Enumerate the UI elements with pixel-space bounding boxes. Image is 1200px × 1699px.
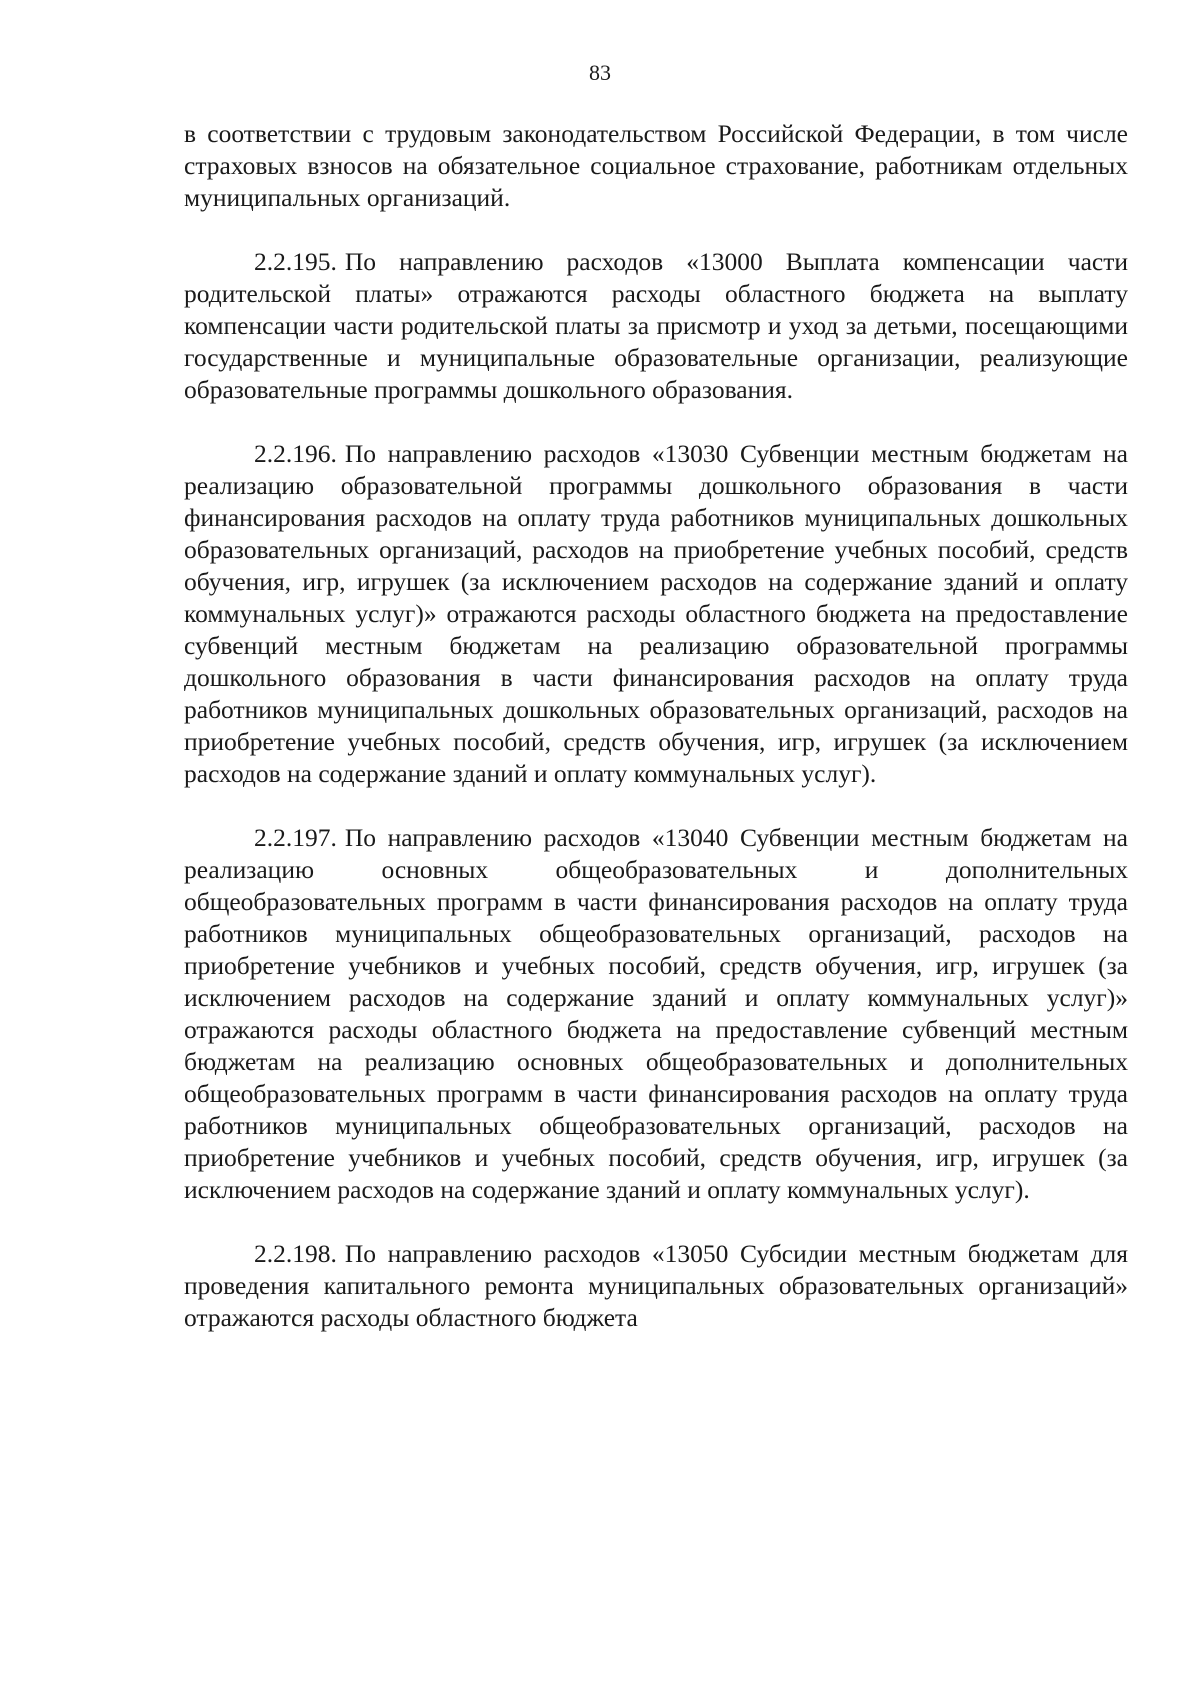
paragraph-text: По направлению расходов «13050 Субсидии местным бюджетам для проведения капитального ремонта муниципальных образовательных организаций» отражаются расходы областного бюджета xyxy=(184,1239,1128,1332)
paragraph-2-2-198 xyxy=(184,1238,1128,1334)
paragraph-2-2-196 xyxy=(184,438,1128,790)
paragraph-2-2-195 xyxy=(184,246,1128,406)
paragraph-text: в соответствии с трудовым законодательством Российской Федерации, в том числе страховых взносов на обязательное социальное страхование, работникам отдельных муниципальных организаций. xyxy=(184,119,1128,212)
paragraph-text: По направлению расходов «13000 Выплата компенсации части родительской платы» отражаются расходы областного бюджета на выплату компенсации части родительской платы за присмотр и уход за детьми, посещающими государственные и муниципальные образовательные организации, реализующие образовательные программы дошкольного образования. xyxy=(184,247,1128,404)
paragraph-text: По направлению расходов «13040 Субвенции местным бюджетам на реализацию основных общеобразовательных и дополнительных общеобразовательных программ в части финансирования расходов на оплату труда работников муниципальных общеобразовательных организаций, расходов на приобретение учебников и учебных пособий, средств обучения, игр, игрушек (за исключением расходов на содержание зданий и оплату коммунальных услуг)» отражаются расходы областного бюджета на предоставление субвенций местным бюджетам на реализацию основных общеобразовательных и дополнительных общеобразовательных программ в части финансирования расходов на оплату труда работников муниципальных общеобразовательных организаций, расходов на приобретение учебников и учебных пособий, средств обучения, игр, игрушек (за исключением расходов на содержание зданий и оплату коммунальных услуг). xyxy=(184,823,1128,1204)
paragraph-text: По направлению расходов «13030 Субвенции местным бюджетам на реализацию образовательной программы дошкольного образования в части финансирования расходов на оплату труда работников муниципальных дошкольных образовательных организаций, расходов на приобретение учебных пособий, средств обучения, игр, игрушек (за исключением расходов на содержание зданий и оплату коммунальных услуг)» отражаются расходы областного бюджета на предоставление субвенций местным бюджетам на реализацию образовательной программы дошкольного образования в части финансирования расходов на оплату труда работников муниципальных дошкольных образовательных организаций, расходов на приобретение учебных пособий, средств обучения, игр, игрушек (за исключением расходов на содержание зданий и оплату коммунальных услуг). xyxy=(184,439,1128,788)
paragraph-2-2-197 xyxy=(184,822,1128,1206)
document-body xyxy=(184,118,1128,1334)
paragraph-number: 2.2.197. xyxy=(254,823,337,852)
paragraph-number: 2.2.195. xyxy=(254,247,337,276)
page-number: 83 xyxy=(589,60,611,85)
paragraph-number: 2.2.198. xyxy=(254,1239,337,1268)
paragraph-number: 2.2.196. xyxy=(254,439,337,468)
paragraph-continued xyxy=(184,118,1128,214)
